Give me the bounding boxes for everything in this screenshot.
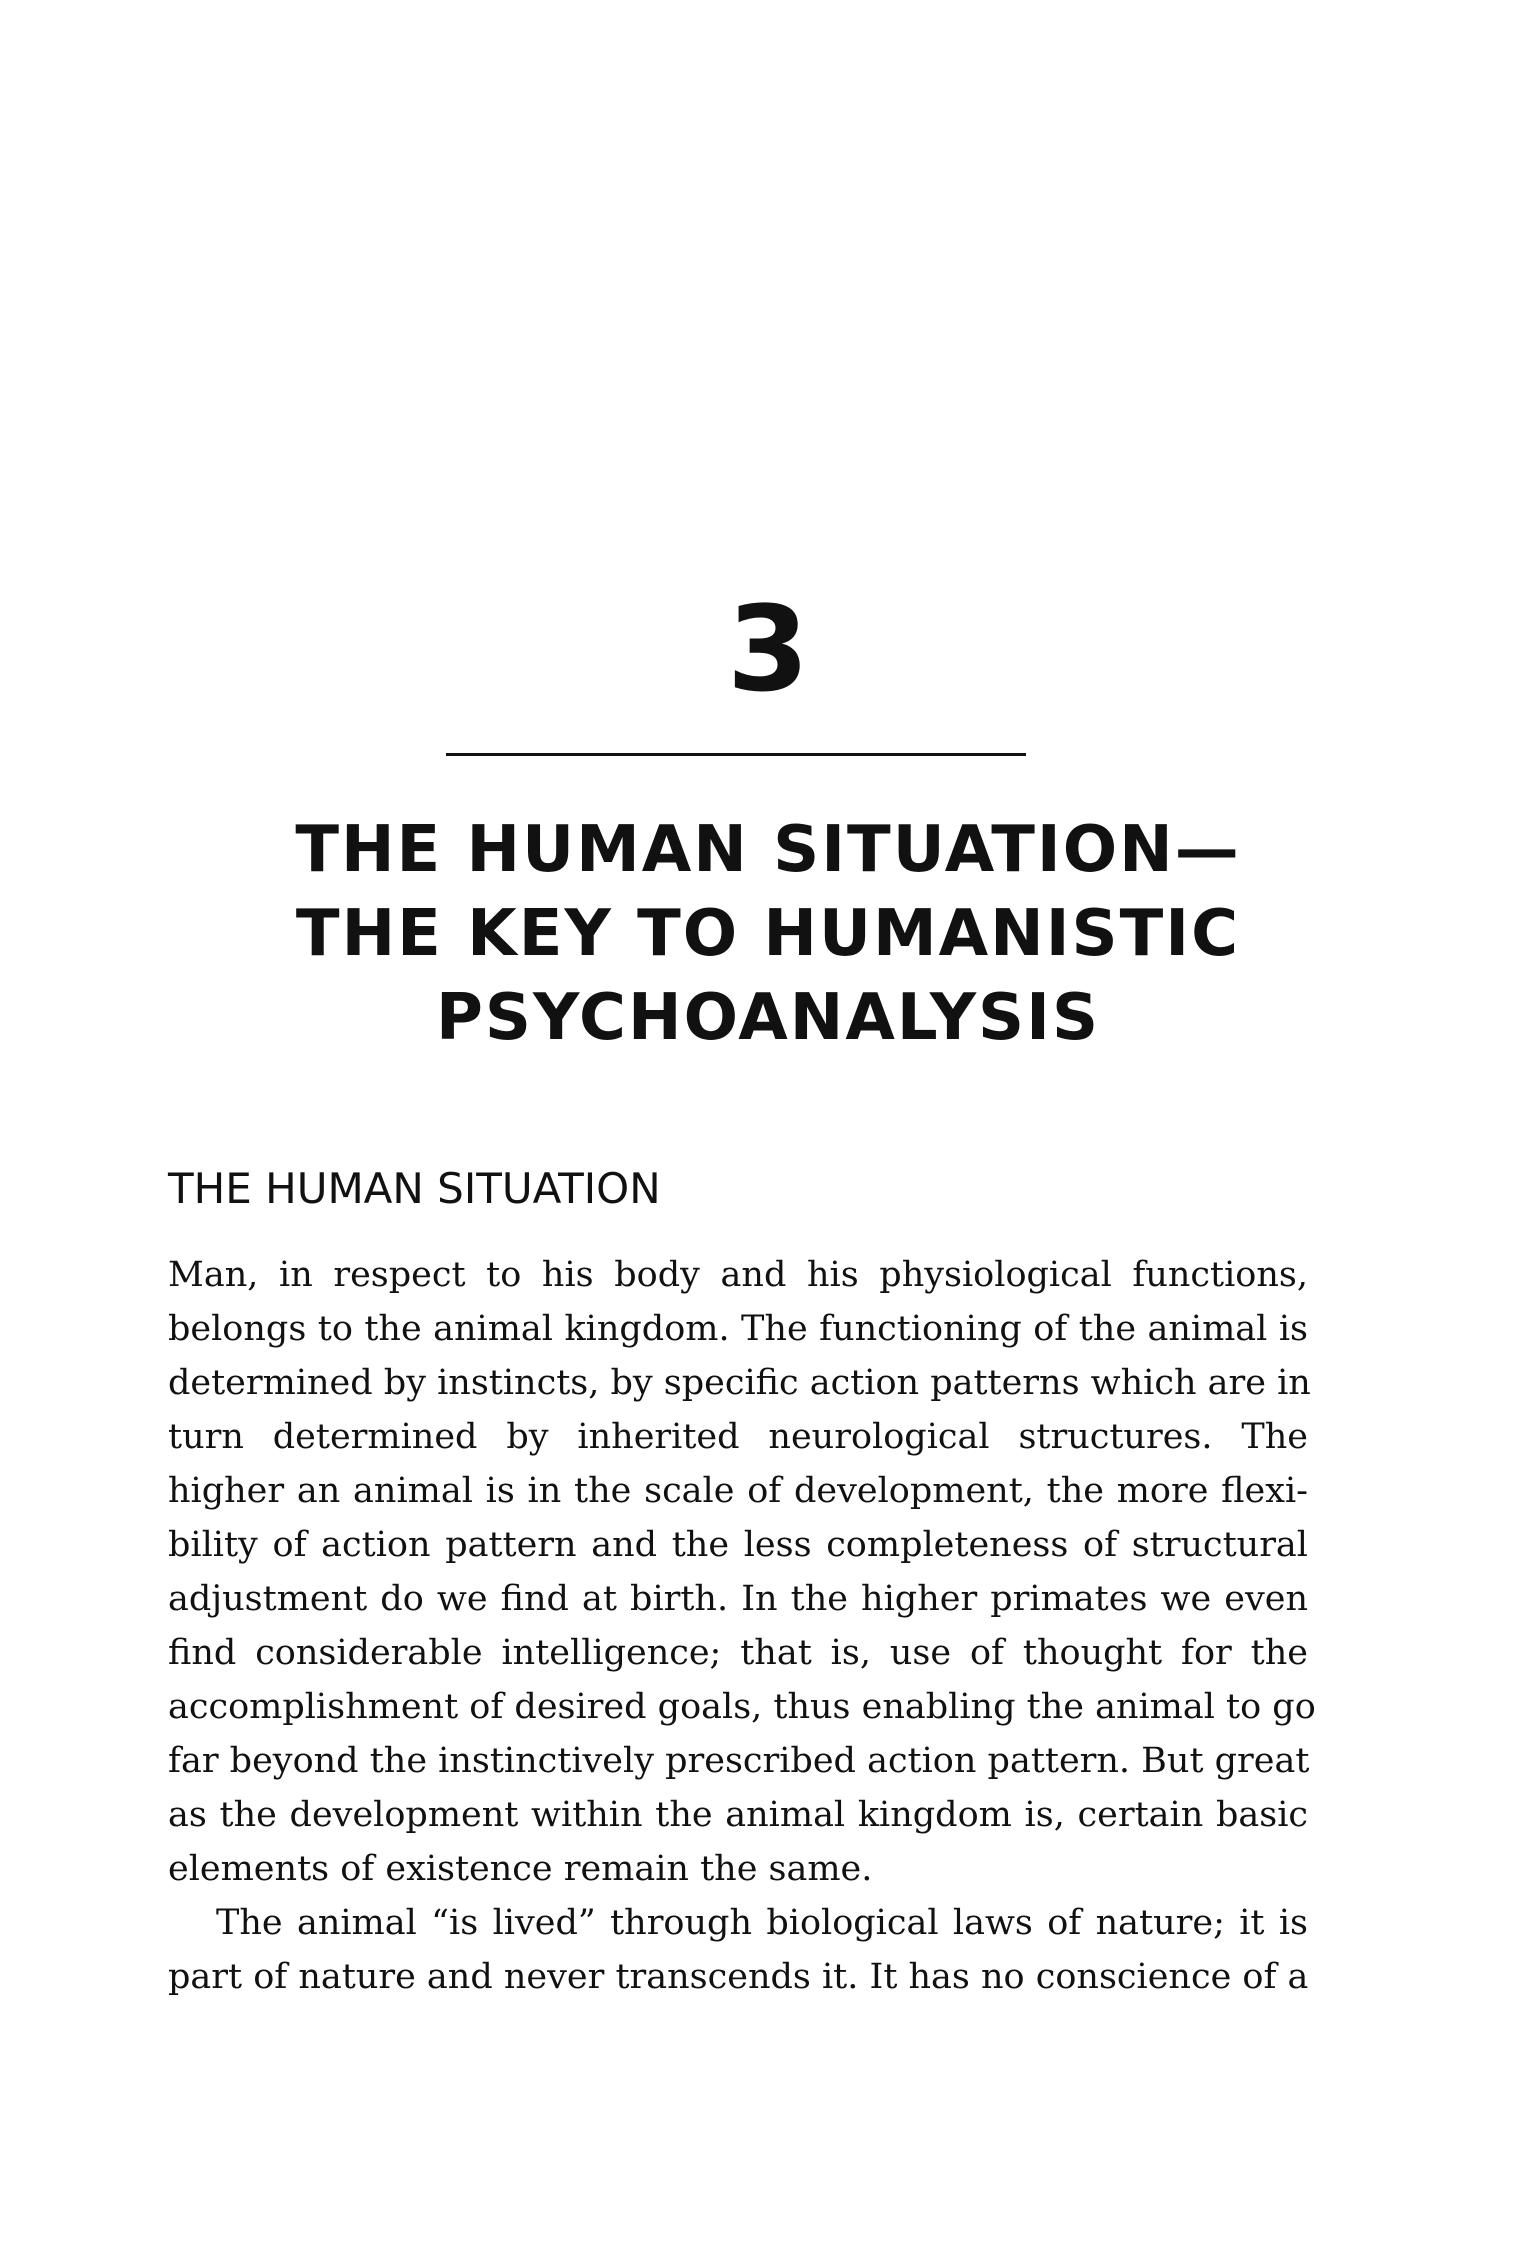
section-heading: THE HUMAN SITUATION bbox=[168, 1164, 661, 1213]
chapter-title-line: THE HUMAN SITUATION— bbox=[295, 813, 1241, 887]
title-rule bbox=[446, 753, 1026, 756]
chapter-title bbox=[0, 808, 1536, 1060]
text-line: find considerable intelligence; that is, use of thought for the bbox=[168, 1633, 1308, 1673]
text-line: part of nature and never transcends it. It has no conscience of a bbox=[168, 1957, 1309, 1997]
text-line: accomplishment of desired goals, thus enabling the animal to go bbox=[168, 1687, 1316, 1727]
chapter-title-line: THE KEY TO HUMANISTIC bbox=[295, 897, 1241, 971]
text-line: bility of action pattern and the less completeness of structural bbox=[168, 1525, 1308, 1565]
text-line: far beyond the instinctively prescribed action pattern. But great bbox=[168, 1741, 1310, 1781]
text-line: adjustment do we find at birth. In the higher primates we even bbox=[168, 1579, 1308, 1619]
text-line: Man, in respect to his body and his physiological functions, bbox=[168, 1255, 1308, 1295]
text-line: as the development within the animal kingdom is, certain basic bbox=[168, 1795, 1308, 1835]
body-text bbox=[168, 1248, 1316, 2004]
chapter-number: 3 bbox=[726, 580, 810, 718]
paragraph bbox=[168, 1248, 1316, 1896]
paragraph bbox=[168, 1896, 1308, 2004]
text-line: higher an animal is in the scale of development, the more flexi- bbox=[168, 1471, 1308, 1511]
text-line: elements of existence remain the same. bbox=[168, 1849, 873, 1889]
text-line: turn determined by inherited neurological structures. The bbox=[168, 1417, 1308, 1457]
chapter-title-line: PSYCHOANALYSIS bbox=[435, 981, 1101, 1055]
text-line: determined by instincts, by specific action patterns which are in bbox=[168, 1363, 1311, 1403]
text-line: The animal “is lived” through biological laws of nature; it is bbox=[216, 1903, 1308, 1943]
text-line: belongs to the animal kingdom. The functioning of the animal is bbox=[168, 1309, 1308, 1349]
